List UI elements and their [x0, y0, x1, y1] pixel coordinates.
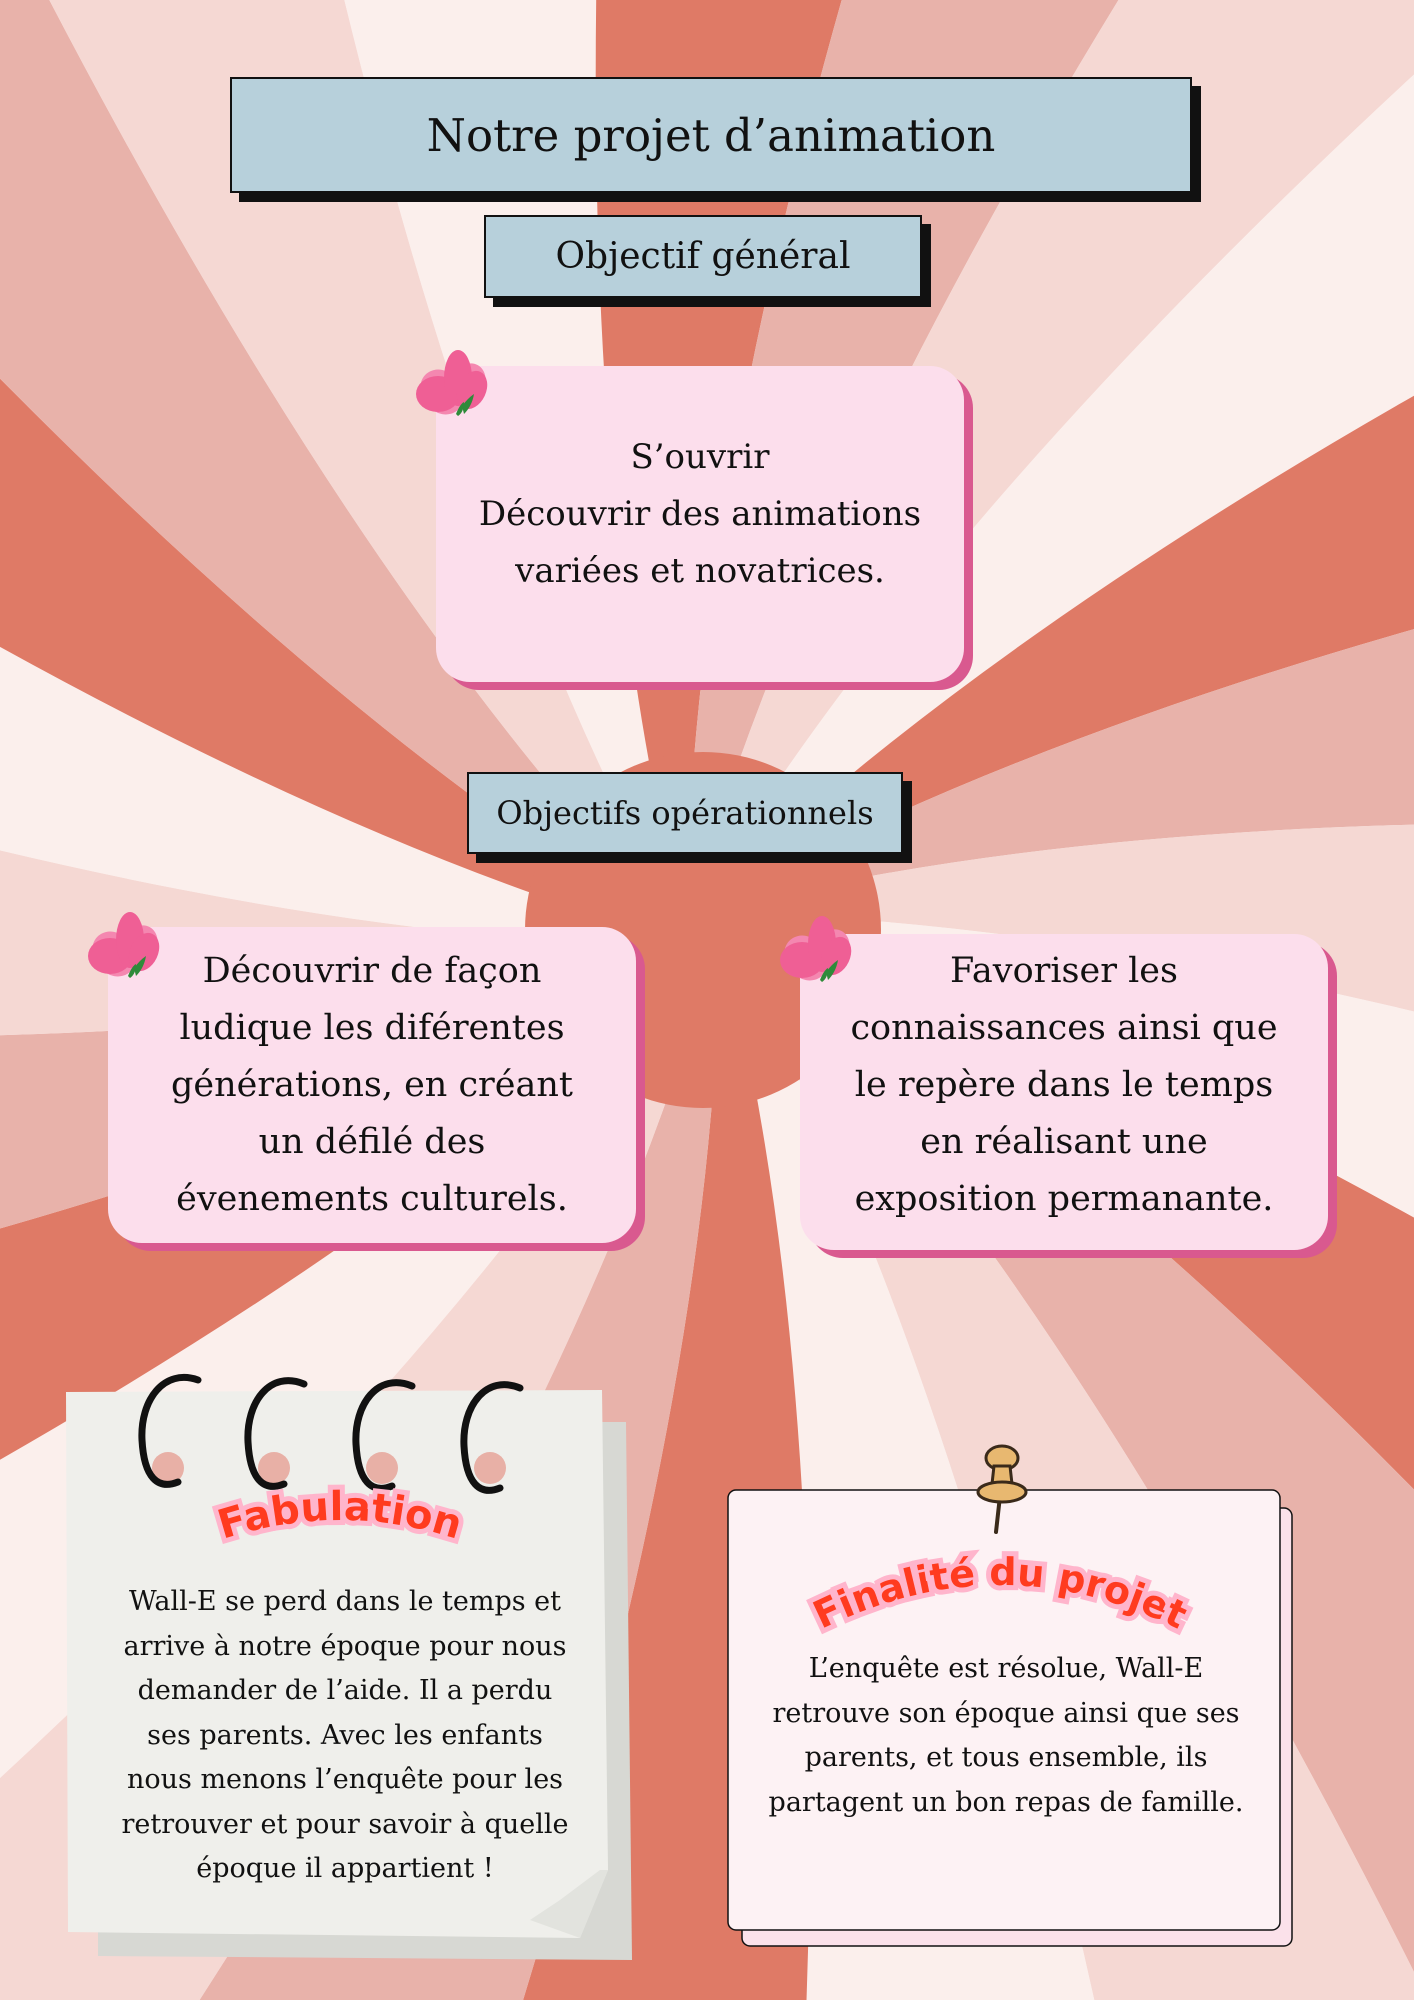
operational-objectives-heading: Objectifs opérationnels	[496, 794, 874, 832]
operational-right-card	[800, 934, 1328, 1250]
pink-flower-icon	[404, 344, 500, 424]
finalite-title	[800, 1520, 1200, 1650]
fab-line-7: époque il appartient !	[196, 1853, 494, 1884]
right-line-4: en réalisant une	[920, 1121, 1208, 1162]
page-title: Notre projet d’animation	[426, 108, 996, 162]
general-objective-heading-box	[484, 215, 922, 298]
fab-line-4: ses parents. Avec les enfants	[147, 1719, 543, 1751]
fin-line-1: L’enquête est résolue, Wall-E	[808, 1653, 1204, 1684]
finalite-text	[746, 1647, 1266, 1825]
fabulation-title	[200, 1470, 480, 1560]
fin-line-3: parents, et tous ensemble, ils	[804, 1742, 1208, 1773]
general-objective-heading: Objectif général	[555, 236, 851, 277]
left-line-2: ludique les diférentes	[179, 1007, 565, 1048]
left-line-1: Découvrir de façon	[202, 950, 542, 991]
right-line-5: exposition permanante.	[854, 1178, 1274, 1219]
fabulation-text	[95, 1580, 595, 1892]
fab-line-5: nous menons l’enquête pour les	[126, 1764, 564, 1795]
operational-left-card	[108, 927, 636, 1243]
general-line-2: Découvrir des animations	[478, 493, 922, 534]
main-title-box	[230, 77, 1192, 193]
fab-line-6: retrouver et pour savoir à quelle	[121, 1808, 569, 1840]
fin-line-4: partagent un bon repas de famille.	[768, 1786, 1244, 1818]
svg-text:Fabulation: Fabulation	[212, 1483, 468, 1549]
svg-text:Finalité du projet: Finalité du projet	[806, 1549, 1194, 1638]
general-objective-card	[436, 366, 964, 682]
fab-line-1: Wall-E se perd dans le temps et	[128, 1586, 562, 1617]
fab-line-3: demander de l’aide. Il a perdu	[137, 1675, 553, 1706]
right-line-2: connaissances ainsi que	[850, 1007, 1278, 1048]
fab-line-2: arrive à notre époque pour nous	[123, 1630, 567, 1662]
pink-flower-icon	[76, 906, 172, 986]
general-line-1: S’ouvrir	[630, 436, 770, 477]
general-line-3: variées et novatrices.	[515, 550, 885, 591]
left-line-4: un défilé des	[258, 1121, 486, 1162]
pink-flower-icon	[768, 910, 864, 990]
operational-objectives-heading-box	[467, 772, 903, 854]
left-line-3: générations, en créant	[171, 1064, 573, 1105]
left-line-5: évenements culturels.	[176, 1178, 568, 1219]
right-line-3: le repère dans le temps	[854, 1064, 1274, 1105]
fin-line-2: retrouve son époque ainsi que ses	[772, 1697, 1240, 1729]
right-line-1: Favoriser les	[950, 950, 1178, 991]
